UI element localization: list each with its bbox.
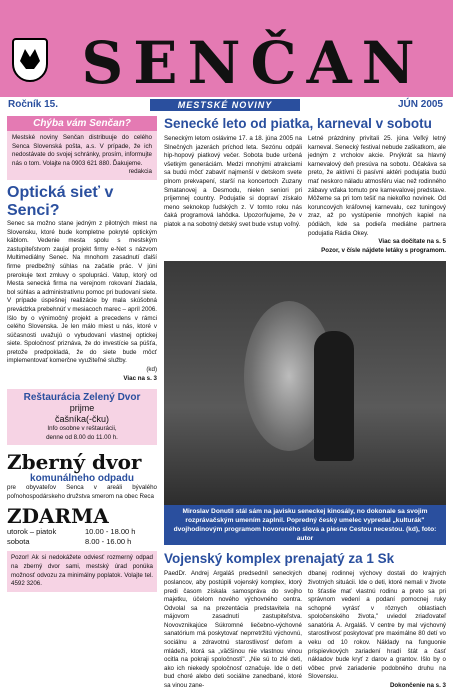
town-crest-icon (12, 38, 48, 82)
summer-col1: Seneckým letom oslávime 17. a 18. júna 2005 na Slnečných jazerách príchod leta. Sezónu odpáli hip-hopový piatkový večer. Sobota bude určená všetkým generáciám. Medzi mnohými atrakciami sa budú môcť zabaviť najmenší v detskom svete plnom prekvapení, starší na koncertoch Zuzany Smatanovej a Desmodu, nielen seniori pri príjemnej country. Podujatie si dopraví získalo meno seknokop ľudských z. V tomto roku nás čaká programová lahôdka. Upozorňujeme, že v piatok a na sobotný detský svet bude vstup voľný. (164, 135, 302, 228)
missing-paper-body: Mestské noviny Senčan distribuuje do celého Senca Slovenská pošta, a.s. V prípade, že ich nedostávate do svojej schránky, prosím, informujte nás o tom. Volajte na 0903 621 880. Ďakujeme. (12, 134, 152, 167)
issue-date: JÚN 2005 (397, 99, 443, 110)
weekday-label: utorok – piatok (7, 527, 57, 537)
photo-caption: Miroslav Donutil stál sám na javisku seneckej kinosály, no dokonale sa svojim rozprávačským umením zaplnil. Popredný český umelec vypredal „kulturák" dvojhodinovým programom hovoreného slova a piesne Cestou necestou. (173, 508, 428, 534)
saturday-label: sobota (7, 537, 30, 547)
summer-columns (164, 135, 446, 255)
waste-yard-body: pre obyvateľov Senca v areáli bývalého poľnohospodárskeho družstva smerom na obec Reca (7, 484, 157, 500)
restaurant-line3: Info osobne v reštaurácii, (47, 425, 117, 433)
main-column (164, 116, 446, 691)
optic-title: Optická sieť v Senci? (7, 183, 114, 219)
summer-more: Viac sa dočítate na s. 5 (378, 238, 446, 246)
restaurant-title: Reštaurácia Zelený Dvor (23, 392, 141, 404)
performer-photo (164, 261, 446, 505)
masthead (0, 0, 453, 97)
saturday-hours: 8.00 - 16.00 h (85, 537, 132, 547)
restaurant-line4: denne od 8.00 do 11.00 h. (46, 433, 118, 441)
waste-yard-title: Zberný dvor (7, 450, 142, 475)
optic-article (7, 184, 157, 383)
summer-note: Pozor, v čísle nájdete letáky s programom. (321, 246, 446, 254)
military-title: Vojenský komplex prenajatý za 1 Sk (164, 551, 395, 567)
waste-yard-hours-weekday (7, 527, 157, 537)
waste-yard-ad (7, 451, 157, 592)
waste-yard-hours-saturday (7, 537, 157, 547)
newspaper-title: SENČAN (81, 29, 425, 97)
restaurant-line2: čašníka(-čku) (54, 414, 109, 425)
missing-paper-sign: redakcia (128, 168, 152, 176)
restaurant-line1: prijme (69, 403, 95, 414)
photo-caption-box (164, 505, 446, 545)
optic-sign: (kd) (146, 366, 157, 374)
optic-body: Senec sa možno stane jedným z pilotných miest na Slovensku, ktoré bude kompletne pokryté optickým káblom. Vedenie mesta spolu s mestským zastupiteľstvom zaujal projekt firmy e-Net s názvom Multimediálny Senec. Na mnohom zasadnutí ďalší firme predbežný súhlas na začatie prác. V júni prerokuje text zmluvy o spolupráci. Vatup, ktorý od Mesta senecká firma na verejnom rokovaní žiadala, bol súhlas a administratívnu pomoc pri budovaní siete. V prípade úspešnej realizácie by mala skúšobná prevádzka prebehnúť v mesiacoch marec – apríl 2006. Išlo by o výnimočný projekt a precedens v rámci celého Slovenska. Je len málo miest u nás, ktoré v súčasnosti uvažujú o vybudovaní vlastnej optickej siete. Spoločnosť priznáva, že do investície sa púšťa, pretože predpokladá, že do siete bude môcť implementovať komerčne využiteľné služby. (7, 219, 157, 365)
military-more: Dokončenie na s. 3 (389, 682, 446, 690)
left-column (7, 116, 157, 592)
restaurant-ad (7, 389, 157, 445)
weekday-hours: 10.00 - 18.00 h (85, 527, 136, 537)
waste-yard-subtitle: komunálneho odpadu (30, 473, 134, 485)
optic-more: Viac na s. 3 (123, 374, 157, 382)
missing-paper-box (7, 116, 157, 180)
issue-bar (0, 97, 453, 112)
section-label: MESTSKÉ NOVINY (150, 99, 300, 111)
summer-col2: Letné prázdniny privítali 25. júna Veľký letný karneval. Senecký festival nebude zaškatkom, ale jedným z vrcholov akcie. Prvýkrát sa hlavný karnevalový deň presúva na sobotu. Očakáva sa preto, že aktívni či pasívni aktéri podujatia budú mať neskoro náladu atmosféru viac než rodinného zábavy vďaka tomuto pre karnevalovej predstave. Môžeme sa pri tom tešiť na niekoľko novinek. Od koruncových kráľovnej karnevalu, cez tuningový zraz, až po vystúpenie mnohých kapiel na pódiách, kde sa podieľa mediálne partnera podujatia Rádia Okey. (308, 135, 446, 237)
volume-label: Ročník 15. (8, 99, 59, 110)
waste-yard-note-box (7, 551, 157, 591)
military-col1: PaedDr. Andrej Argaláš predsedníl seneckých poslancov, aby postúpili vojenský komplex, ktorý predi časom získala samospráva do svojho majetku, účelom nového výchovného centra. Odvolal sa na prezentácia predstavitela na májovom zasadnutí zastupiteľstva. Novovznikajúce Súkromné liečebno-výchovné sanatórium má poskytovať neprretržitú výchovnú, sociálnu a zdravotnú starostlivosť deťom a mládeži, ktorá sa „väčšinou nie vlastnou vinou ocitla na pokraji spoločnosti". „Nie sú to zlé deti, ako ich niekedy spoločnosť označuje. Ide o deti bud choré alebo deti sociálne zanedbané, ktoré sa vinou zane- (164, 570, 302, 690)
missing-paper-title: Chýba vám Senčan? (7, 116, 157, 131)
military-columns (164, 570, 446, 690)
performer-figure (314, 331, 354, 461)
waste-yard-note: Pozor! Ak si nedokážete odviesť rozmerný odpad na zberný dvor sami, mestský úrad ponúka možnosť odvozu za minimálny poplatok. Volajte tel. 4592 3206. (11, 554, 153, 588)
military-col2: dbanej rodinnej výchovy dostali do krajných životných situácii. Ide o deti, ktoré nemali v živote to šťastie mať vlastnú rodinu a preto sa pri správnom vedení a podaní pomocnej ruky schopné vyrásť v rôznych oblastiach spoločenského života," uviedol zriaďovateľ sanatória A. Argaláš. V centre by mal výchovný starostlivosť poskytovať pre maximálne 80 detí vo veku od 10 rokov. Náklady na funguonie prispievkových zariadení hradí štát a časť nákladov bude kryť z darov a grantov. Išlo by o vôbec prvé zariadenie podobného druhu na Slovensku. (308, 570, 446, 681)
photo-credit: (kd), foto: autor (296, 526, 437, 543)
summer-title: Senecké leto od piatka, karneval v sobotu (164, 116, 432, 131)
waste-yard-free: ZDARMA (7, 504, 109, 529)
